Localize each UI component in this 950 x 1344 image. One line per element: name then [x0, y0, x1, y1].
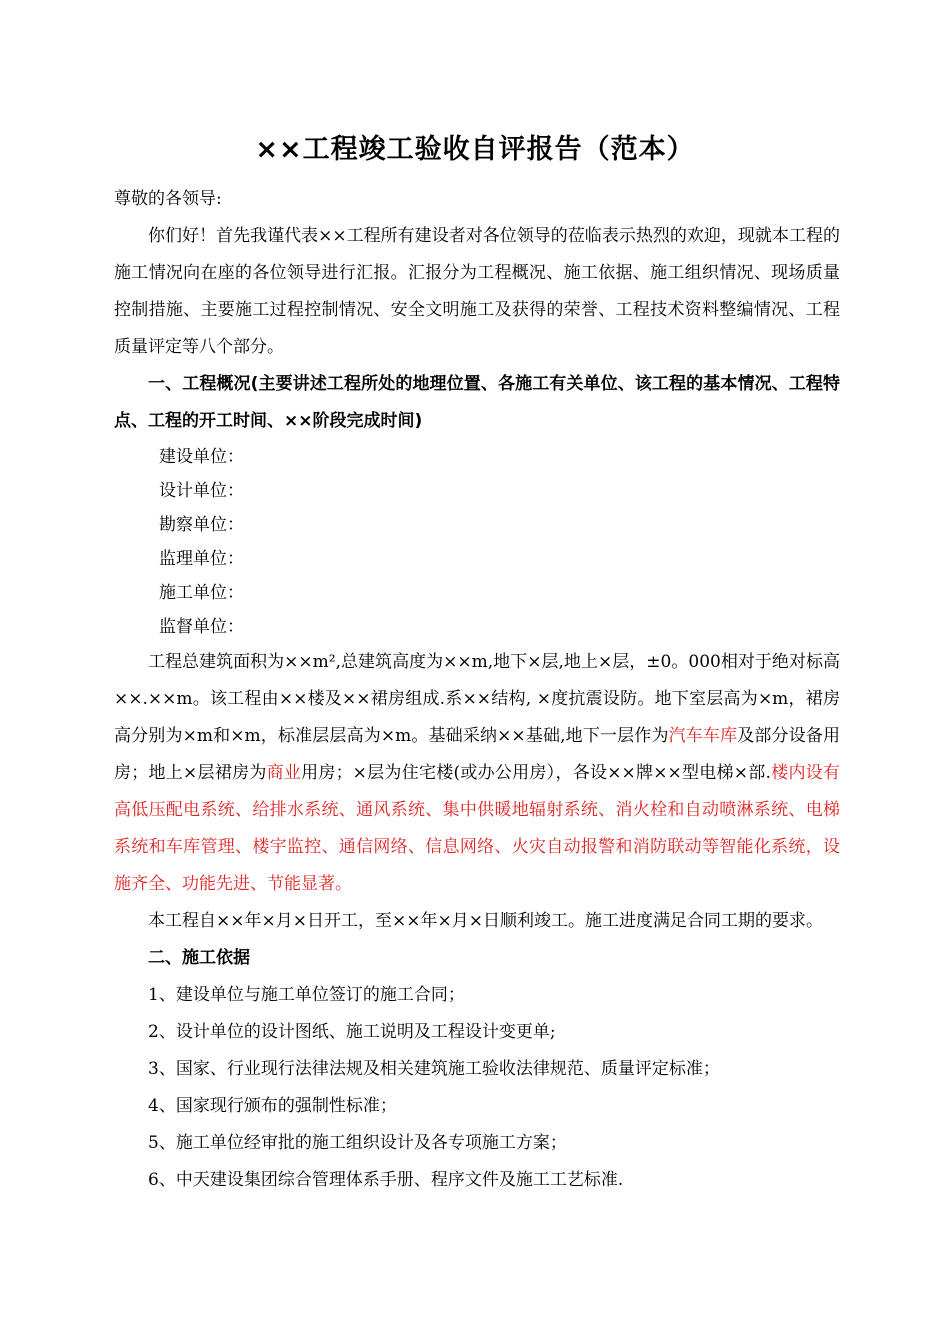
document-body: [114, 181, 840, 1199]
document-title: ××工程竣工验收自评报告（范本）: [255, 134, 695, 165]
basis-list: [114, 977, 840, 1199]
overview-text-a: 工程总建筑面积为××m²,总建筑高度为××m,地下×层,地上×层，±0。000相对于绝对标高××.××m。该工程由××楼及××裙房组成.系××结构, ×度抗震设防。地下室层高为×m，裙房高分别为×m和×m，标准层层高为×m。基础采纳××基础,地下一层作为: [114, 652, 840, 746]
section2-heading: 二、施工依据: [148, 948, 250, 968]
list-item: 4、国家现行颁布的强制性标准；: [148, 1096, 397, 1116]
unit-survey: 勘察单位：: [159, 515, 244, 535]
highlight-commercial: 商业: [266, 763, 302, 783]
overview-paragraph: [114, 644, 840, 903]
list-item: 6、中天建设集团综合管理体系手册、程序文件及施工工艺标准.: [148, 1170, 624, 1190]
unit-builder: 施工单位：: [159, 583, 244, 603]
list-item: 1、建设单位与施工单位签订的施工合同；: [148, 985, 465, 1005]
overview-text-b: 及部分设备用房；地上×层裙房为: [114, 726, 841, 783]
unit-construction: 建设单位：: [159, 447, 244, 467]
section1-heading: 一、工程概况(主要讲述工程所处的地理位置、各施工有关单位、该工程的基本情况、工程特点、工程的开工时间、××阶段完成时间): [114, 374, 840, 431]
unit-oversight: 监督单位：: [159, 617, 244, 637]
unit-design: 设计单位：: [159, 481, 244, 501]
schedule-paragraph: 本工程自××年×月×日开工，至××年×月×日顺利竣工。施工进度满足合同工期的要求。: [148, 911, 823, 931]
list-item: 5、施工单位经审批的施工组织设计及各专项施工方案；: [148, 1133, 567, 1153]
unit-list: [114, 440, 840, 644]
highlight-systems: 楼内设有高低压配电系统、给排水系统、通风系统、集中供暖地辐射系统、消火栓和自动喷淋系统、电梯系统和车库管理、楼宇监控、通信网络、信息网络、火灾自动报警和消防联动等智能化系统，设施齐全、功能先进、节能显著。: [114, 763, 841, 894]
unit-supervision: 监理单位：: [159, 549, 244, 569]
greeting: 尊敬的各领导:: [114, 189, 222, 209]
list-item: 2、设计单位的设计图纸、施工说明及工程设计变更单;: [148, 1022, 556, 1042]
overview-text-c: 用房；×层为住宅楼(或办公用房），各设××牌××型电梯×部.: [301, 763, 771, 783]
highlight-garage: 汽车车库: [668, 726, 738, 746]
intro-paragraph: 你们好！首先我谨代表××工程所有建设者对各位领导的莅临表示热烈的欢迎，现就本工程的施工情况向在座的各位领导进行汇报。汇报分为工程概况、施工依据、施工组织情况、现场质量控制措施、主要施工过程控制情况、安全文明施工及获得的荣誉、工程技术资料整编情况、工程质量评定等八个部分。: [114, 226, 840, 357]
list-item: 3、国家、行业现行法律法规及相关建筑施工验收法律规范、质量评定标准；: [148, 1059, 720, 1079]
